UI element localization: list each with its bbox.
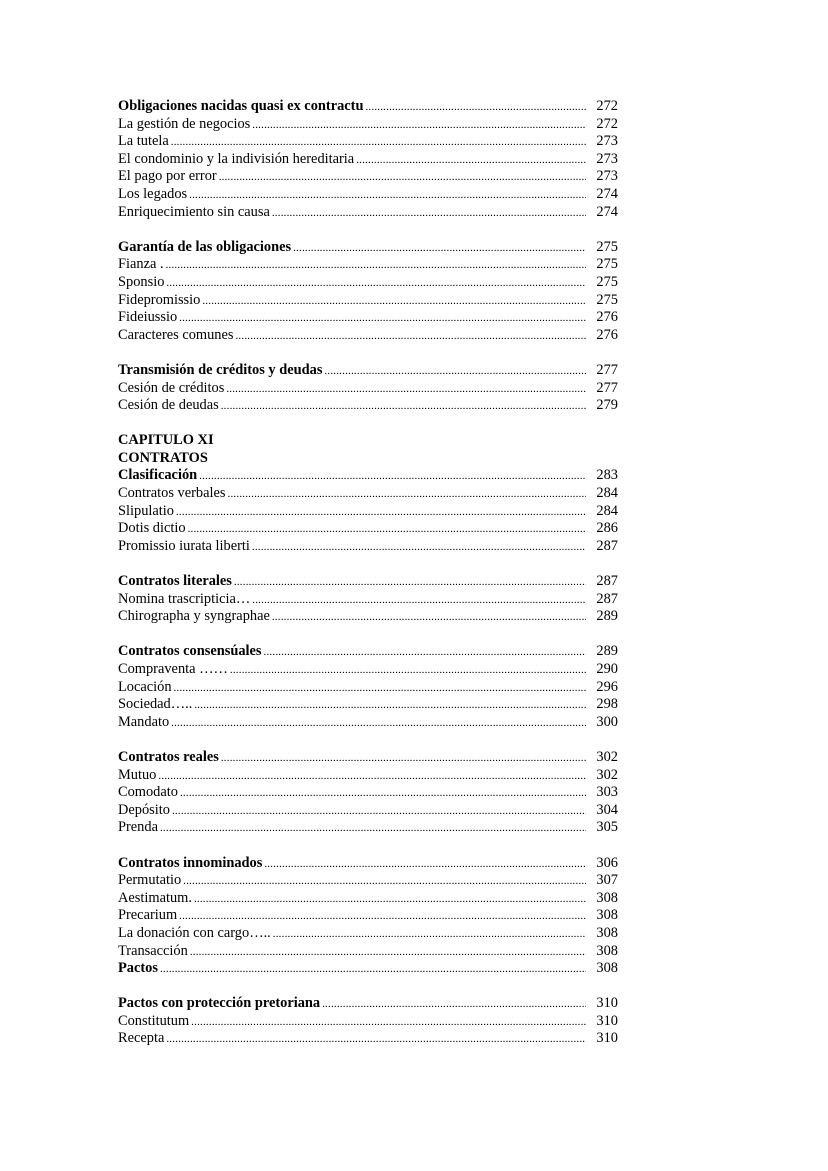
toc-entry-label: Precarium — [118, 907, 178, 924]
dot-leader — [230, 662, 586, 680]
toc-entry — [118, 256, 618, 274]
toc-entry — [118, 309, 618, 327]
toc-page-number: 284 — [596, 502, 618, 519]
toc-entry — [118, 168, 618, 186]
toc-entry-label: Transmisión de créditos y deudas — [118, 361, 323, 378]
dot-leader — [264, 856, 586, 874]
toc-entry — [118, 327, 618, 345]
toc-page-number: 277 — [596, 361, 618, 378]
toc-entry — [118, 661, 618, 679]
dot-leader — [194, 891, 586, 909]
toc-entry-label: Pactos con protección pretoriana — [118, 995, 321, 1012]
toc-entry-label: La donación con cargo….. — [118, 924, 271, 941]
toc-page-number: 308 — [596, 960, 618, 977]
dot-leader — [228, 486, 586, 504]
toc-page-number: 303 — [596, 784, 618, 801]
dot-leader — [252, 117, 586, 135]
section-spacer — [118, 837, 618, 855]
toc-entry-label: Garantía de las obligaciones — [118, 238, 292, 255]
dot-leader — [179, 310, 586, 328]
dot-leader — [188, 521, 586, 539]
toc-entry — [118, 274, 618, 292]
dot-leader — [252, 592, 586, 610]
toc-page-number: 276 — [596, 326, 618, 343]
toc-entry-label: Fideiussio — [118, 309, 178, 326]
toc-entry-label: Slipulatio — [118, 502, 174, 519]
toc-entry — [118, 784, 618, 802]
toc-entry — [118, 767, 618, 785]
toc-page-number: 306 — [596, 854, 618, 871]
toc-entry-label: Fianza . — [118, 256, 164, 273]
toc-page-number: 272 — [596, 115, 618, 132]
dot-leader — [365, 99, 586, 117]
dot-leader — [235, 328, 586, 346]
toc-entry — [118, 714, 618, 732]
toc-entry-label: Caracteres comunes — [118, 326, 234, 343]
section-spacer — [118, 978, 618, 996]
toc-page-number: 284 — [596, 485, 618, 502]
toc-page-number: 308 — [596, 942, 618, 959]
toc-entry-label: Comodato — [118, 784, 178, 801]
toc-entry-label: Enriquecimiento sin causa — [118, 203, 270, 220]
toc-page-number: 272 — [596, 98, 618, 114]
dot-leader — [160, 961, 586, 979]
toc-entry-label: Cesión de créditos — [118, 379, 225, 396]
dot-leader — [176, 504, 586, 522]
toc-page-number: 276 — [596, 309, 618, 326]
toc-entry-label: Promissio iurata liberti — [118, 537, 250, 554]
dot-leader — [293, 240, 586, 258]
dot-leader — [199, 468, 586, 486]
toc-page-number: 308 — [596, 907, 618, 924]
toc-section-entry — [118, 749, 618, 767]
toc-entry-label: La gestión de negocios — [118, 115, 251, 132]
dot-leader — [221, 398, 586, 416]
toc-page-number: 287 — [596, 590, 618, 607]
dot-leader — [272, 205, 586, 223]
toc-entry — [118, 1013, 618, 1031]
toc-entry — [118, 380, 618, 398]
toc-entry — [118, 503, 618, 521]
toc-entry — [118, 802, 618, 820]
toc-entry — [118, 538, 618, 556]
dot-leader — [171, 715, 586, 733]
dot-leader — [183, 873, 586, 891]
dot-leader — [189, 187, 586, 205]
toc-page-number: 273 — [596, 150, 618, 167]
toc-page-number: 310 — [596, 1030, 618, 1047]
toc-page-number: 275 — [596, 256, 618, 273]
toc-entry-label: Dotis dictio — [118, 520, 186, 537]
toc-entry-label: Sociedad….. — [118, 696, 193, 713]
chapter-heading: CAPITULO XI — [118, 432, 214, 449]
dot-leader — [190, 944, 586, 962]
toc-entry-label: Obligaciones nacidas quasi ex contractu — [118, 98, 364, 114]
toc-section-entry — [118, 98, 618, 116]
toc-page-number: 308 — [596, 889, 618, 906]
section-spacer — [118, 555, 618, 573]
toc-section-entry — [118, 239, 618, 257]
toc-page-number: 274 — [596, 203, 618, 220]
dot-leader — [179, 908, 586, 926]
toc-entry-label: Contratos consensúales — [118, 643, 262, 660]
section-spacer — [118, 415, 618, 433]
toc-page-number: 287 — [596, 573, 618, 590]
toc-page-number: 310 — [596, 995, 618, 1012]
dot-leader — [172, 803, 586, 821]
toc-entry-label: Aestimatum. — [118, 889, 192, 906]
toc-entry-label: Sponsio — [118, 273, 165, 290]
toc-section-entry — [118, 960, 618, 978]
toc-section-entry — [118, 467, 618, 485]
dot-leader — [234, 574, 586, 592]
toc-page-number: 289 — [596, 643, 618, 660]
toc-entry-label: Compraventa …… — [118, 661, 228, 677]
toc-page-number: 279 — [596, 397, 618, 414]
toc-entry — [118, 890, 618, 908]
chapter-heading: CONTRATOS — [118, 449, 208, 466]
toc-entry-label: Contratos verbales — [118, 485, 226, 502]
toc-entry-label: Nomina trascripticia… — [118, 590, 251, 607]
toc-entry — [118, 925, 618, 943]
dot-leader — [194, 697, 586, 715]
dot-leader — [158, 768, 586, 786]
dot-leader — [322, 996, 586, 1014]
toc-entry-label: Contratos reales — [118, 748, 219, 765]
toc-entry — [118, 1030, 618, 1048]
dot-leader — [324, 363, 586, 381]
section-spacer — [118, 344, 618, 362]
toc-page-number: 300 — [596, 713, 618, 730]
toc-page-number: 302 — [596, 766, 618, 783]
toc-entry-label: Constitutum — [118, 1012, 190, 1029]
toc-entry — [118, 591, 618, 609]
toc-entry-label: Transacción — [118, 942, 188, 959]
toc-page-number: 290 — [596, 661, 618, 677]
toc-entry — [118, 679, 618, 697]
dot-leader — [226, 381, 586, 399]
toc-entry-label: Locación — [118, 678, 172, 695]
toc-entry-label: Recepta — [118, 1030, 165, 1047]
toc-entry-label: Clasificación — [118, 467, 198, 484]
toc-page-number: 305 — [596, 819, 618, 836]
dot-leader — [191, 1014, 586, 1032]
dot-leader — [356, 152, 586, 170]
toc-page-number: 307 — [596, 872, 618, 889]
toc-page-number: 273 — [596, 133, 618, 150]
toc-entry-label: Los legados — [118, 185, 188, 202]
toc-entry-label: Contratos innominados — [118, 854, 263, 871]
dot-leader — [180, 785, 586, 803]
toc-section-entry — [118, 855, 618, 873]
toc-page-number: 275 — [596, 291, 618, 308]
toc-entry-label: Mutuo — [118, 766, 157, 783]
dot-leader — [171, 134, 586, 152]
toc-entry — [118, 116, 618, 134]
toc-entry-label: Depósito — [118, 801, 170, 818]
toc-entry — [118, 204, 618, 222]
toc-page-number: 304 — [596, 801, 618, 818]
toc-entry-label: El pago por error — [118, 168, 217, 185]
toc-page-number: 275 — [596, 238, 618, 255]
toc-page-number: 275 — [596, 273, 618, 290]
toc-entry — [118, 133, 618, 151]
toc-entry-label: Fidepromissio — [118, 291, 201, 308]
toc-page-number: 296 — [596, 678, 618, 695]
dot-leader — [219, 169, 586, 187]
toc-entry — [118, 292, 618, 310]
dot-leader — [221, 750, 586, 768]
toc-page-number: 283 — [596, 467, 618, 484]
toc-entry-label: El condominio y la indivisión hereditaria — [118, 150, 355, 167]
section-spacer — [118, 221, 618, 239]
toc-entry-label: Chirographa y syngraphae — [118, 608, 270, 625]
toc-section-entry — [118, 995, 618, 1013]
toc-entry-label: Permutatio — [118, 872, 182, 889]
table-of-contents — [118, 98, 618, 1048]
dot-leader — [166, 257, 586, 275]
dot-leader — [202, 293, 586, 311]
toc-page-number: 308 — [596, 924, 618, 941]
toc-entry-label: Pactos — [118, 960, 158, 977]
toc-page-number: 289 — [596, 608, 618, 625]
toc-entry — [118, 872, 618, 890]
dot-leader — [160, 820, 586, 838]
toc-page-number: 302 — [596, 748, 618, 765]
toc-entry — [118, 151, 618, 169]
toc-page-number: 298 — [596, 696, 618, 713]
toc-entry — [118, 907, 618, 925]
toc-entry — [118, 819, 618, 837]
toc-entry — [118, 608, 618, 626]
toc-entry-label: Mandato — [118, 713, 170, 730]
toc-entry-label: La tutela — [118, 133, 169, 150]
toc-entry — [118, 520, 618, 538]
toc-entry — [118, 397, 618, 415]
toc-section-entry — [118, 362, 618, 380]
toc-page-number: 287 — [596, 537, 618, 554]
section-spacer — [118, 731, 618, 749]
toc-page-number: 310 — [596, 1012, 618, 1029]
toc-section-entry — [118, 643, 618, 661]
toc-entry — [118, 696, 618, 714]
dot-leader — [174, 680, 586, 698]
toc-entry-label: Contratos literales — [118, 573, 232, 590]
dot-leader — [166, 275, 586, 293]
dot-leader — [166, 1031, 586, 1049]
toc-entry — [118, 943, 618, 961]
toc-page-number: 273 — [596, 168, 618, 185]
toc-entry — [118, 186, 618, 204]
toc-entry-label: Prenda — [118, 819, 158, 836]
toc-page-number: 286 — [596, 520, 618, 537]
toc-entry — [118, 485, 618, 503]
toc-page-number: 277 — [596, 379, 618, 396]
dot-leader — [273, 926, 586, 944]
dot-leader — [252, 539, 586, 557]
toc-page-number: 274 — [596, 185, 618, 202]
dot-leader — [272, 609, 586, 627]
toc-entry-label: Cesión de deudas — [118, 397, 219, 414]
toc-section-entry — [118, 573, 618, 591]
section-spacer — [118, 626, 618, 644]
dot-leader — [264, 644, 586, 662]
